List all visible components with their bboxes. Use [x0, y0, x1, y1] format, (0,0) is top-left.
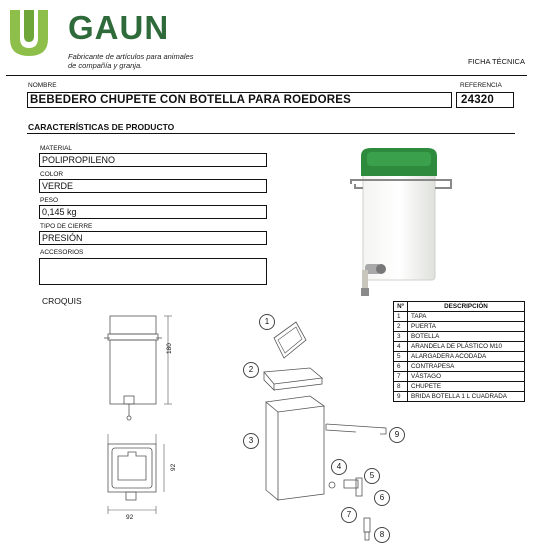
row-no: 9 [394, 392, 408, 402]
characteristics-rule [27, 133, 515, 134]
row-desc: PUERTA [408, 322, 525, 332]
name-label: NOMBRE [28, 82, 57, 89]
col-no: Nº [394, 302, 408, 312]
product-name-field [27, 92, 452, 108]
callout-7: 7 [341, 507, 357, 523]
table-row [394, 392, 525, 402]
brand-logo [6, 8, 52, 58]
closure-label: TIPO DE CIERRE [40, 223, 93, 230]
material-value: POLIPROPILENO [42, 155, 116, 165]
callout-5: 5 [364, 468, 380, 484]
depth-dimension: 92 [170, 463, 177, 471]
width-dimension: 92 [126, 514, 134, 521]
callout-1: 1 [259, 314, 275, 330]
parts-table [393, 301, 525, 402]
reference-field [456, 92, 514, 108]
ref-label: REFERENCIA [460, 82, 502, 89]
row-desc: BOTELLA [408, 332, 525, 342]
brand-tagline [68, 52, 208, 70]
closure-field [39, 231, 267, 245]
doc-type: FICHA TÉCNICA [468, 57, 525, 66]
height-dimension: 180 [166, 343, 173, 354]
table-row [394, 332, 525, 342]
table-row [394, 322, 525, 332]
accessories-field [39, 258, 267, 285]
table-row [394, 382, 525, 392]
callout-6: 6 [374, 490, 390, 506]
row-no: 4 [394, 342, 408, 352]
exploded-view [240, 310, 400, 545]
material-label: MATERIAL [40, 145, 73, 152]
row-no: 1 [394, 312, 408, 322]
characteristics-title: CARACTERÍSTICAS DE PRODUCTO [28, 122, 175, 132]
reference-value: 24320 [461, 94, 494, 106]
row-desc: CHUPETE [408, 382, 525, 392]
row-desc: TAPA [408, 312, 525, 322]
logo-mark-icon [6, 8, 52, 58]
color-field [39, 179, 267, 193]
row-no: 5 [394, 352, 408, 362]
row-no: 7 [394, 372, 408, 382]
top-view-sketch [100, 432, 180, 522]
callout-8: 8 [374, 527, 390, 543]
product-name: BEBEDERO CHUPETE CON BOTELLA PARA ROEDORES [30, 94, 352, 106]
row-no: 2 [394, 322, 408, 332]
row-desc: ALARGADERA ACODADA [408, 352, 525, 362]
weight-field [39, 205, 267, 219]
table-row [394, 312, 525, 322]
accessories-label: ACCESORIOS [40, 249, 84, 256]
table-row [394, 342, 525, 352]
row-desc: ARANDELA DE PLÁSTICO M10 [408, 342, 525, 352]
tagline-line-1: Fabricante de artículos para animales [68, 52, 194, 61]
row-no: 3 [394, 332, 408, 342]
table-row [394, 372, 525, 382]
weight-label: PESO [40, 197, 59, 204]
callout-9: 9 [389, 427, 405, 443]
tagline-line-2: de compañía y granja. [68, 61, 143, 70]
table-row [394, 362, 525, 372]
row-no: 8 [394, 382, 408, 392]
material-field [39, 153, 267, 167]
row-no: 6 [394, 362, 408, 372]
parts-table-header [394, 302, 525, 312]
row-desc: BRIDA BOTELLA 1 L CUADRADA [408, 392, 525, 402]
brand-name: GAUN [68, 9, 170, 46]
color-label: COLOR [40, 171, 64, 178]
front-view-sketch [100, 308, 190, 428]
col-description: DESCRIPCIÓN [408, 302, 525, 312]
closure-value: PRESIÓN [42, 233, 83, 243]
color-value: VERDE [42, 181, 74, 191]
callout-2: 2 [243, 362, 259, 378]
table-row [394, 352, 525, 362]
callout-4: 4 [331, 459, 347, 475]
product-photo [345, 140, 460, 300]
sketch-title: CROQUIS [42, 296, 82, 306]
callout-3: 3 [243, 433, 259, 449]
weight-value: 0,145 kg [42, 207, 77, 217]
row-desc: VÁSTAGO [408, 372, 525, 382]
row-desc: CONTRAPESA [408, 362, 525, 372]
header-rule [6, 75, 527, 76]
